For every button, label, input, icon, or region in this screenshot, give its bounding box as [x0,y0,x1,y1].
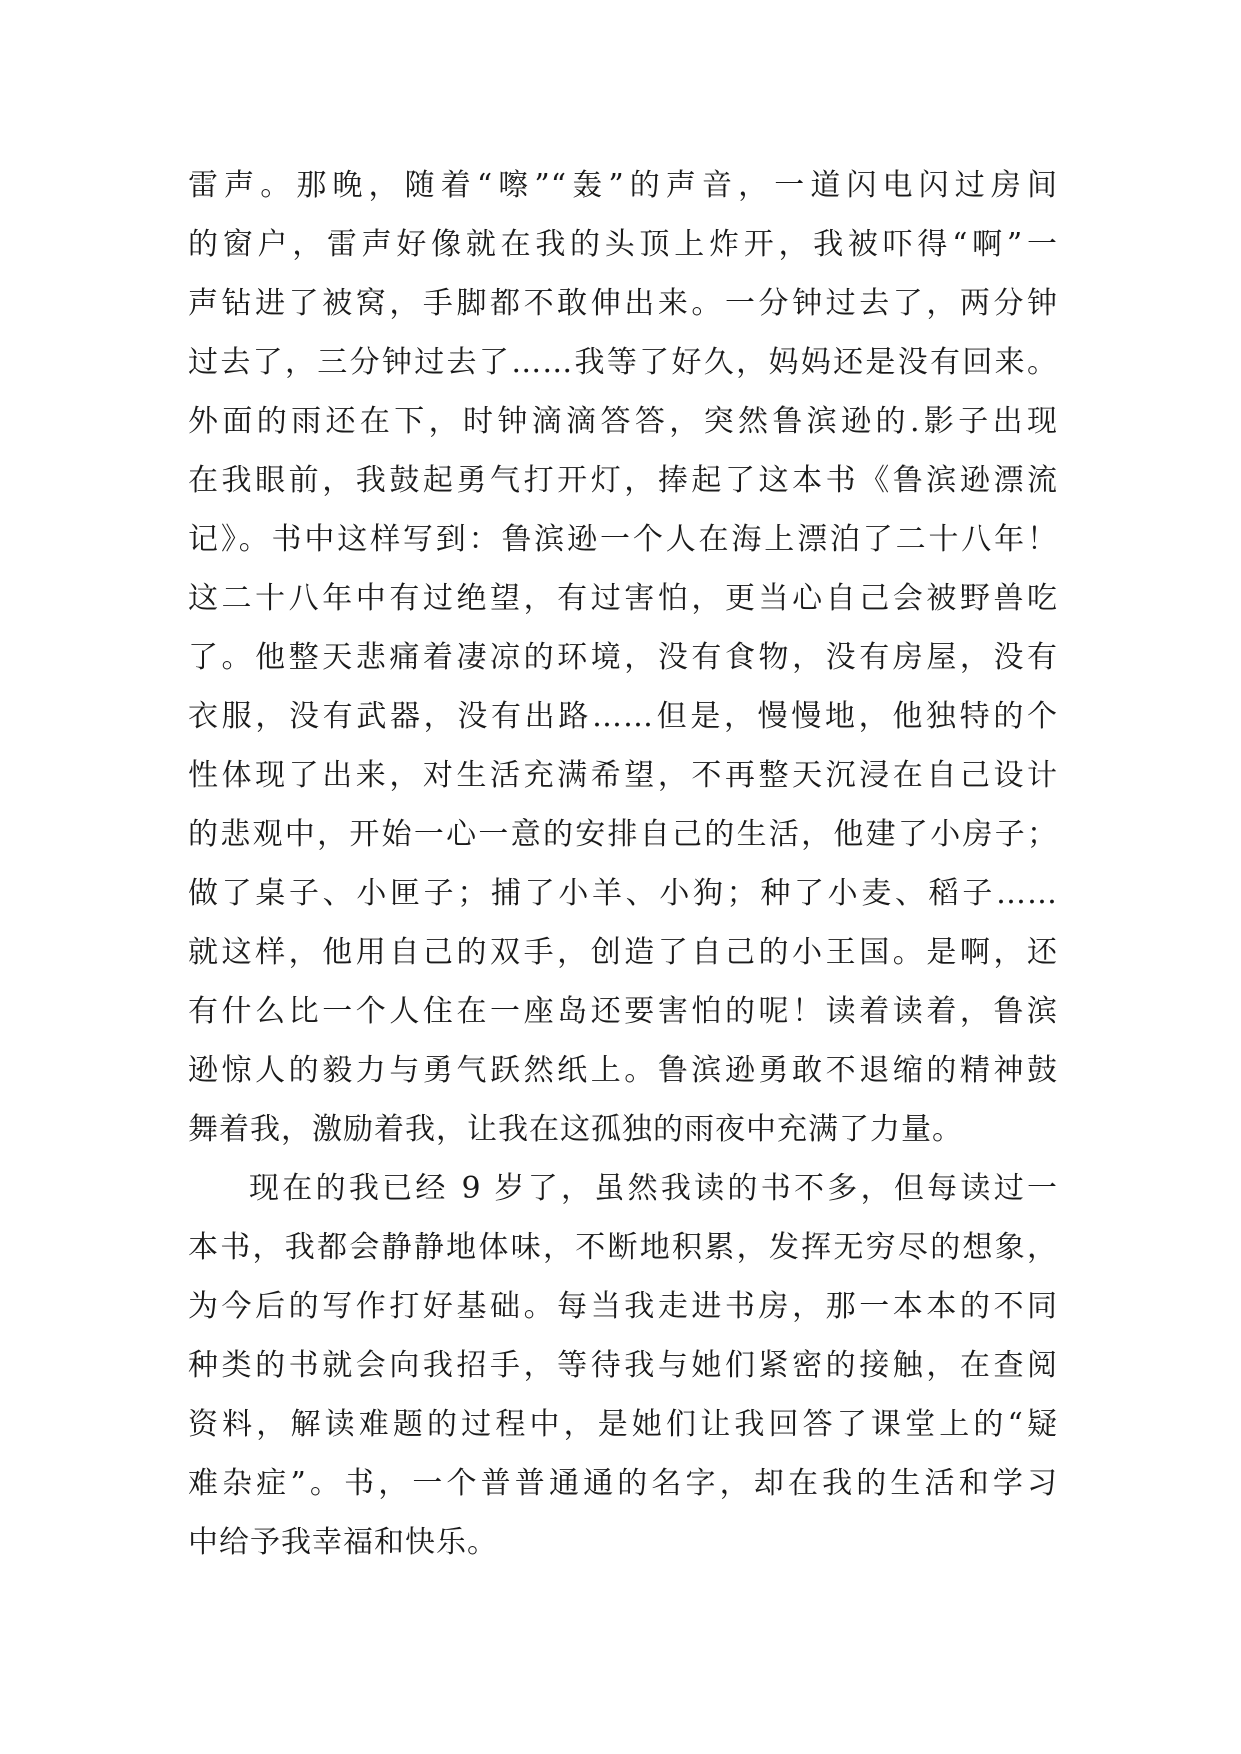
text-line: 声钻进了被窝，手脚都不敢伸出来。一分钟过去了，两分钟 [188,286,1058,321]
paragraph-2 [188,1159,1058,1572]
text-line: 舞着我，激励着我，让我在这孤独的雨夜中充满了力量。 [188,1112,963,1147]
text-line: 资料，解读难题的过程中，是她们让我回答了课堂上的“疑 [188,1407,1058,1442]
document-body [188,156,1058,1572]
text-line: 做了桌子、小匣子；捕了小羊、小狗；种了小麦、稻子…… [188,876,1058,911]
text-line: 现在的我已经 9 岁了，虽然我读的书不多，但每读过一 [249,1171,1058,1206]
text-line: 就这样，他用自己的双手，创造了自己的小王国。是啊，还 [188,935,1058,970]
text-line: 的窗户，雷声好像就在我的头顶上炸开，我被吓得“啊”一 [188,227,1058,262]
text-line: 本书，我都会静静地体味，不断地积累，发挥无穷尽的想象， [188,1230,1058,1265]
text-line: 逊惊人的毅力与勇气跃然纸上。鲁滨逊勇敢不退缩的精神鼓 [188,1053,1058,1088]
text-line: 为今后的写作打好基础。每当我走进书房，那一本本的不同 [188,1289,1058,1324]
text-line: 雷声。那晚，随着“嚓”“轰”的声音，一道闪电闪过房间 [188,168,1058,203]
text-line: 种类的书就会向我招手，等待我与她们紧密的接触，在查阅 [188,1348,1058,1383]
text-line: 性体现了出来，对生活充满希望，不再整天沉浸在自己设计 [188,758,1058,793]
text-line: 这二十八年中有过绝望，有过害怕，更当心自己会被野兽吃 [188,581,1058,616]
text-line: 过去了，三分钟过去了……我等了好久，妈妈还是没有回来。 [188,345,1058,380]
text-line: 在我眼前，我鼓起勇气打开灯，捧起了这本书《鲁滨逊漂流 [188,463,1058,498]
text-line: 了。他整天悲痛着凄凉的环境，没有食物，没有房屋，没有 [188,640,1058,675]
text-line: 衣服，没有武器，没有出路……但是，慢慢地，他独特的个 [188,699,1058,734]
text-line: 难杂症”。书，一个普普通通的名字，却在我的生活和学习 [188,1466,1058,1501]
text-line: 有什么比一个人住在一座岛还要害怕的呢！读着读着，鲁滨 [188,994,1058,1029]
paragraph-1 [188,156,1058,1159]
text-line: 的悲观中，开始一心一意的安排自己的生活，他建了小房子； [188,817,1058,852]
text-line: 外面的雨还在下，时钟滴滴答答，突然鲁滨逊的.影子出现 [188,404,1058,439]
text-line: 中给予我幸福和快乐。 [188,1525,498,1560]
text-line: 记》。书中这样写到：鲁滨逊一个人在海上漂泊了二十八年！ [188,522,1058,557]
